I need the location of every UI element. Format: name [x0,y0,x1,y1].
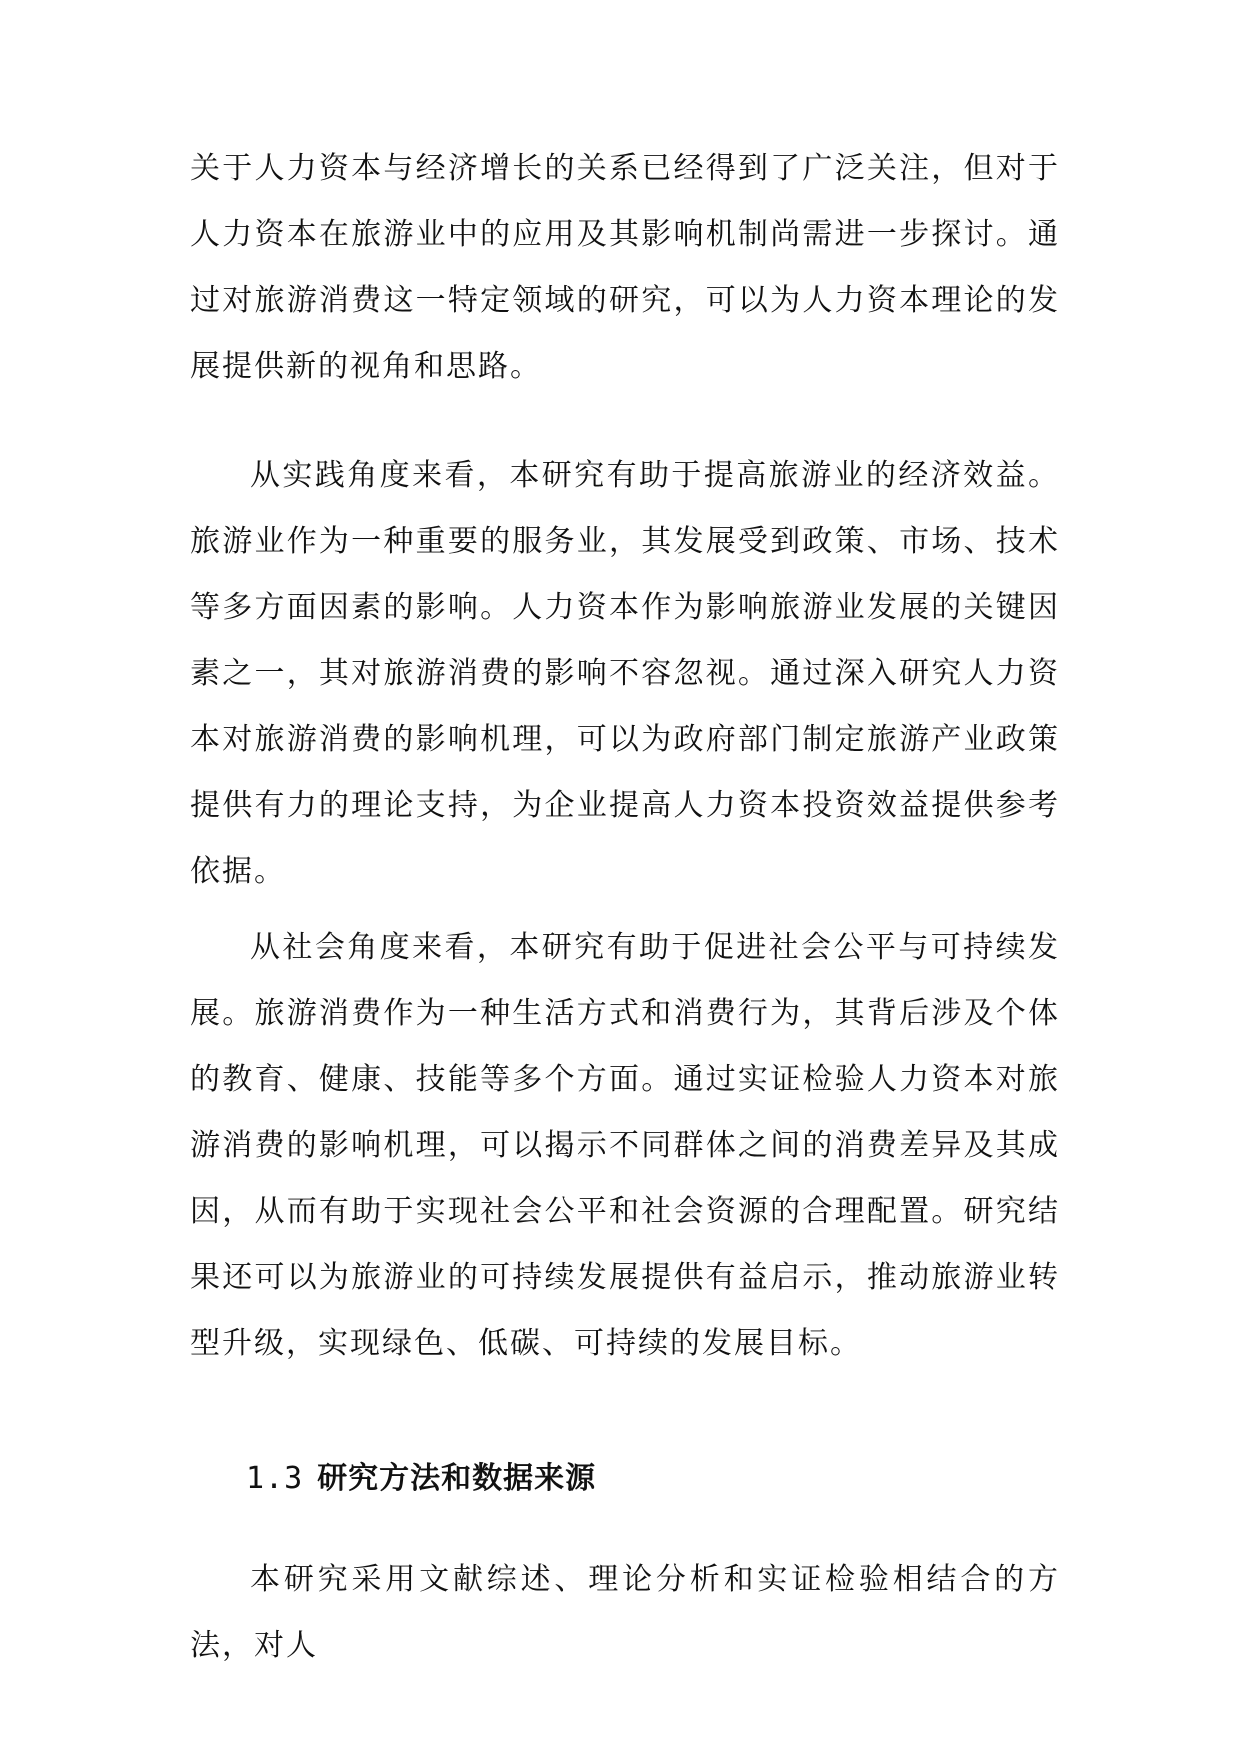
section-title: 研究方法和数据来源 [317,1461,597,1496]
paragraph-practice: 从实践角度来看，本研究有助于提高旅游业的经济效益。旅游业作为一种重要的服务业，其发展受到政策、市场、技术等多方面因素的影响。人力资本作为影响旅游业发展的关键因素之一，其对旅游消费的影响不容忽视。通过深入研究人力资本对旅游消费的影响机理，可以为政府部门制定旅游产业政策提供有力的理论支持，为企业提高人力资本投资效益提供参考依据。 [190,458,1060,889]
paragraph-methods: 本研究采用文献综述、理论分析和实证检验相结合的方法，对人 [190,1562,1060,1663]
section-heading [246,1446,596,1512]
paragraph-society: 从社会角度来看，本研究有助于促进社会公平与可持续发展。旅游消费作为一种生活方式和消费行为，其背后涉及个体的教育、健康、技能等多个方面。通过实证检验人力资本对旅游消费的影响机理，可以揭示不同群体之间的消费差异及其成因，从而有助于实现社会公平和社会资源的合理配置。研究结果还可以为旅游业的可持续发展提供有益启示，推动旅游业转型升级，实现绿色、低碳、可持续的发展目标。 [190,930,1060,1361]
paragraph-continuation: 关于人力资本与经济增长的关系已经得到了广泛关注，但对于人力资本在旅游业中的应用及其影响机制尚需进一步探讨。通过对旅游消费这一特定领域的研究，可以为人力资本理论的发展提供新的视角和思路。 [190,151,1060,384]
section-number: 1.3 [246,1461,304,1496]
